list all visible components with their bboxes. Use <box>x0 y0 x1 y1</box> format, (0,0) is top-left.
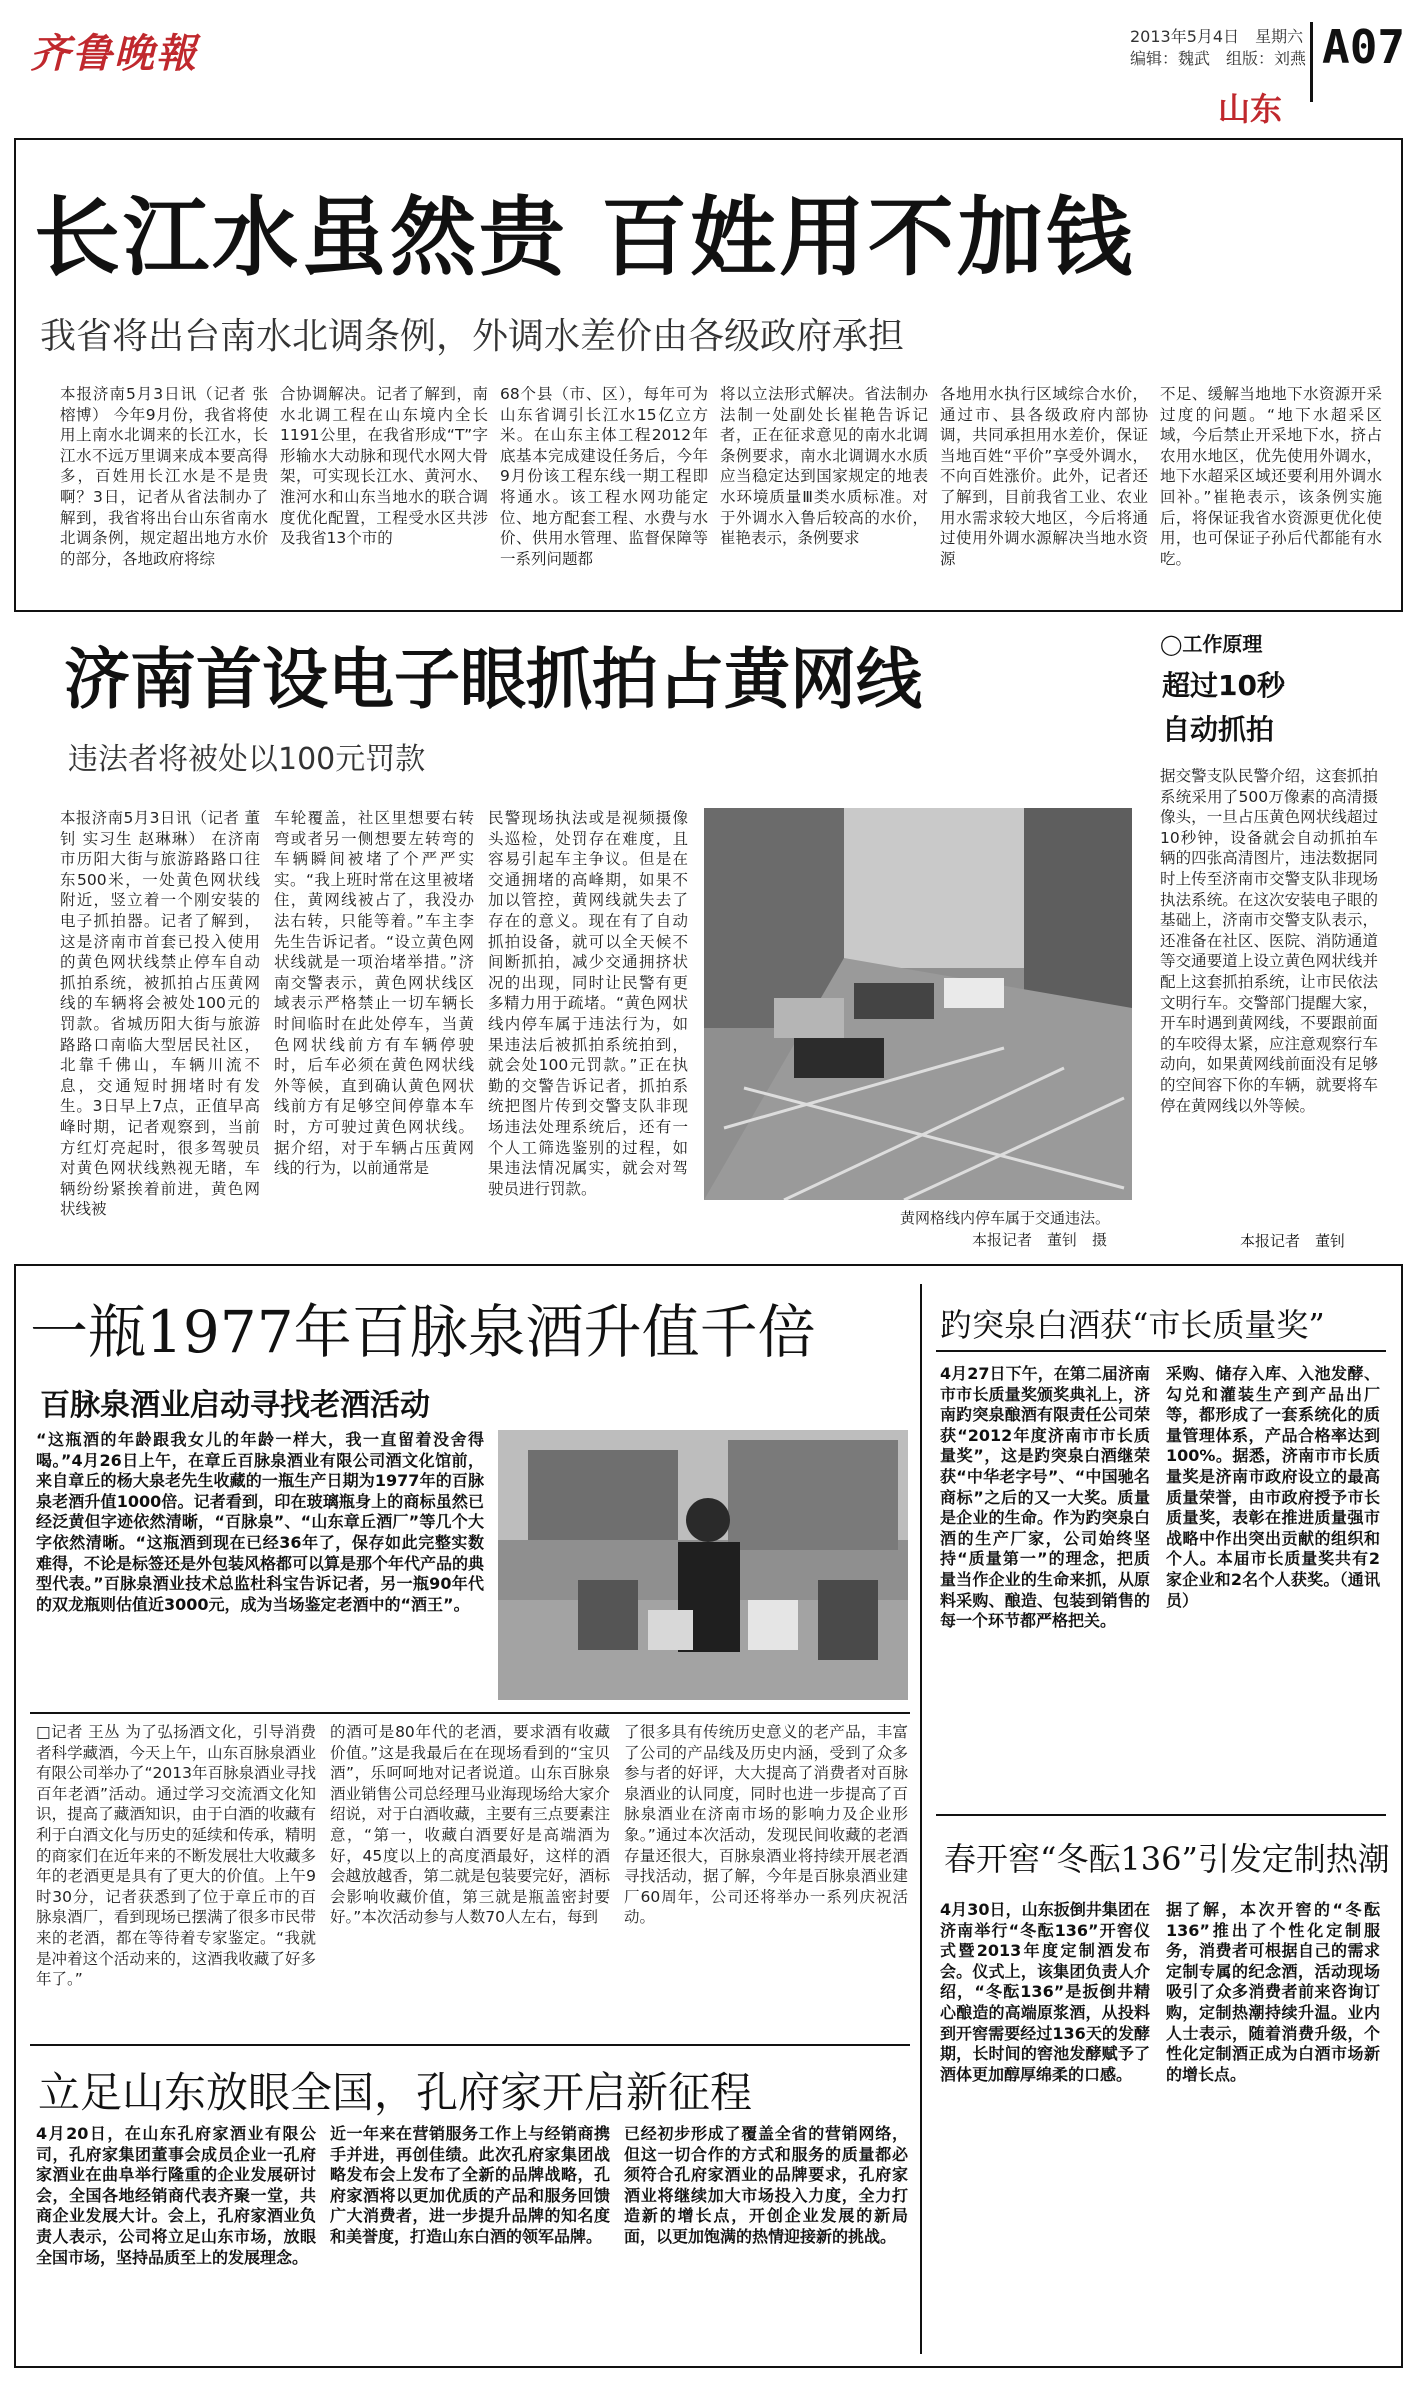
article-liquor-lead: “这瓶酒的年龄跟我女儿的年龄一样大，我一直留着没舍得喝。”4月26日上午，在章丘百脉泉酒业有限公司酒文化馆前，来自章丘的杨大泉老先生收藏的一瓶生产日期为1977年的百脉泉老酒升值1000倍。记者看到，印在玻璃瓶身上的商标虽然已经泛黄但字迹依然清晰，“百脉泉”、“山东章丘酒厂”等几个大字依然清晰。“这瓶酒到现在已经36年了，保存如此完整实数难得，不论是标签还是外包装风格都可以算是那个年代产品的典型代表。”百脉泉酒业技术总监杜科宝告诉记者，另一瓶90年代的双龙瓶则估值近3000元，成为当场鉴定老酒中的“酒王”。 <box>36 1430 484 1614</box>
camera-side-title-2: 自动抓拍 <box>1162 713 1275 746</box>
article-liquor-headline: 一瓶1977年百脉泉酒升值千倍 <box>30 1298 816 1366</box>
article-water-col-1: 本报济南5月3日讯（记者 张榕博） 今年9月份，我省将使用上南水北调来的长江水，长江水不远万里调来成本要高得多，百姓用长江水是不是贵啊？3日，记者从省法制办了解到，我省将出台山东省南水北调条例，规定超出地方水价的部分，各地政府将综 <box>60 385 268 568</box>
article-kongfujia-col-1: 4月20日，在山东孔府家酒业有限公司，孔府家集团董事会成员企业一孔府家酒业在曲阜举行隆重的企业发展研讨会，全国各地经销商代表齐聚一堂，共商企业发展大计。会上，孔府家酒业负责人表示，公司将立足山东市场，放眼全国市场，坚持品质至上的发展理念。 <box>36 2124 316 2267</box>
camera-side-title-1: 超过10秒 <box>1162 669 1285 702</box>
traffic-photo-art <box>704 808 1132 1200</box>
masthead-logo: 齐鲁晚報 <box>30 30 198 77</box>
article-water-col-4: 将以立法形式解决。省法制办法制一处副处长崔艳告诉记者，正在征求意见的南水北调条例要求，南水北调调水水质应当稳定达到国家规定的地表水环境质量Ⅲ类水质标准。对于外调水入鲁后较高的水价，崔艳表示，条例要求 <box>720 385 928 548</box>
article-baotu-headline: 趵突泉白酒获“市长质量奖” <box>940 1306 1325 1344</box>
section-divider-vertical <box>920 1284 922 2354</box>
masthead-divider <box>1310 22 1313 102</box>
article-camera-col-2: 车轮覆盖，社区里想要右转弯或者另一侧想要左转弯的车辆瞬间被堵了个严严实实。“我上班时常在这里被堵住，黄网线被占了，我没办法右转，只能等着。”车主李先生告诉记者。“设立黄色网状线就是一项治堵举措。”济南交警表示，黄色网状线区域表示严格禁止一切车辆长时间临时在此处停车，当黄色网状线前方有车辆停驶时，后车必须在黄色网状线外等候，直到确认黄色网状线前方有足够空间停靠本车时，方可驶过黄色网状线。据介绍，对于车辆占压黄网线的行为，以前通常是 <box>274 809 474 1178</box>
article-baotu-underline <box>936 1350 1386 1352</box>
traffic-photo-caption: 黄网格线内停车属于交通违法。 <box>900 1209 1111 1227</box>
camera-side-label: ◯工作原理 <box>1160 632 1263 656</box>
liquor-event-photo <box>498 1430 908 1700</box>
article-water-col-5: 各地用水执行区域综合水价，通过市、县各级政府内部协调，共同承担用水差价，保证当地百姓“平价”享受外调水，不向百姓涨价。此外，记者还了解到，目前我省工业、农业用水需求较大地区，今后将通过使用外调水源解决当地水资源 <box>940 385 1148 568</box>
article-liquor-col-3: 了很多具有传统历史意义的老产品，丰富了公司的产品线及历史内涵，受到了众多参与者的好评，大大提高了消费者对百脉泉酒业的认同度，同时也进一步提高了百脉泉酒业在济南市场的影响力及企业形象。”通过本次活动，发现民间收藏的老酒存量还很大，百脉泉酒业将持续开展老酒寻找活动，据了解，今年是百脉泉酒业建厂60周年，公司还将举办一系列庆祝活动。 <box>624 1723 908 1927</box>
article-camera-col-1: 本报济南5月3日讯（记者 董钊 实习生 赵琳琳） 在济南市历阳大街与旅游路路口往东500米，一处黄色网状线附近，竖立着一个刚安装的电子抓拍器。记者了解到，这是济南市首套已投入使用的黄色网状线禁止停车自动抓拍系统，被抓拍占压黄网线的车辆将会被处100元的罚款。省城历阳大街与旅游路路口南临大型居民社区，北靠千佛山，车辆川流不息，交通短时拥堵时有发生。3日早上7点，正值早高峰时期，记者观察到，当前方红灯亮起时，很多驾驶员对黄色网状线熟视无睹，车辆纷纷紧挨着前进，黄色网状线被 <box>60 809 260 1219</box>
article-water-col-6: 不足、缓解当地地下水资源开采过度的问题。“地下水超采区域，今后禁止开采地下水，挤占农用水地区，优先使用外调水，地下水超采区域还要利用外调水回补。”崔艳表示，该条例实施后，将保证我省水资源更优化使用，也可保证子孙后代都能有水吃。 <box>1160 385 1382 568</box>
article-dongyun-headline: 春开窖“冬酝136”引发定制热潮 <box>944 1840 1390 1878</box>
article-baotu-col-1: 4月27日下午，在第二届济南市市长质量奖颁奖典礼上，济南趵突泉酿酒有限责任公司荣获“2012年度济南市市长质量奖”，这是趵突泉白酒继荣获“中华老字号”、“中国驰名商标”之后的又一大奖。质量是企业的生命。作为趵突泉白酒的生产厂家，公司始终坚持“质量第一”的理念，把质量当作企业的生命来抓，从原料采购、酿造、包装到销售的每一个环节都严格把关。 <box>940 1364 1150 1631</box>
traffic-photo <box>704 808 1132 1200</box>
article-dongyun-col-1: 4月30日，山东扳倒井集团在济南举行“冬酝136”开窖仪式暨2013年度定制酒发布会。仪式上，该集团负责人介绍，“冬酝136”是扳倒井精心酿造的高端原浆酒，从投料到开窖需要经过136天的发酵期，长时间的窖池发酵赋予了酒体更加醇厚绵柔的口感。 <box>940 1900 1150 2084</box>
article-liquor-col-2: 的酒可是80年代的老酒，要求酒有收藏价值。”这是我最后在在现场看到的“宝贝酒”，乐呵呵地对记者说道。山东百脉泉酒业销售公司总经理马业海现场给大家介绍说，对于白酒收藏，主要有三点要素注意，“第一，收藏白酒要好是高端酒为好，45度以上的高度酒最好，这样的酒会越放越香，第二就是包装要完好，酒标会影响收藏价值，第三就是瓶盖密封要好。”本次活动参与人数70人左右，每到 <box>330 1723 610 1927</box>
section-divider-1 <box>30 1712 910 1714</box>
section-name: 山东 <box>1218 90 1283 128</box>
article-water-headline: 长江水虽然贵 百姓用不加钱 <box>34 188 1135 288</box>
liquor-event-photo-art <box>498 1430 908 1700</box>
article-water-col-2: 合协调解决。记者了解到，南水北调工程在山东境内全长1191公里，在我省形成“T”字形输水大动脉和现代水网大骨架，可实现长江水、黄河水、淮河水和山东当地水的联合调度优化配置，工程受水区共涉及我省13个市的 <box>280 385 488 548</box>
article-water-subhead: 我省将出台南水北调条例，外调水差价由各级政府承担 <box>40 316 905 357</box>
article-camera-byline: 本报记者 董钊 <box>1240 1232 1346 1250</box>
article-liquor-subhead: 百脉泉酒业启动寻找老酒活动 <box>40 1388 430 1423</box>
section-divider-3 <box>30 2044 910 2046</box>
article-camera-col-3: 民警现场执法或是视频摄像头巡检，处罚存在难度，且容易引起车主争议。但是在交通拥堵的高峰期，如果不加以管控，黄网线就失去了存在的意义。现在有了自动抓拍设备，就可以全天候不间断抓拍，减少交通拥挤状况的出现，同时让民警有更多精力用于疏堵。“黄色网状线内停车属于违法行为，如果违法后被抓拍系统拍到，就会处100元罚款。”正在执勤的交警告诉记者，抓拍系统把图片传到交警支队非现场违法处理系统后，还有一个人工筛选鉴别的过程，如果违法情况属实，就会对驾驶员进行罚款。 <box>488 809 688 1198</box>
editors-credit: 编辑：魏武 组版：刘燕 <box>1130 49 1307 68</box>
dateline <box>1130 26 1306 70</box>
article-kongfujia-headline: 立足山东放眼全国，孔府家开启新征程 <box>38 2068 753 2117</box>
article-liquor-col-1: □记者 王丛 为了弘扬酒文化，引导消费者科学藏酒，今天上午，山东百脉泉酒业有限公司举办了“2013年百脉泉酒业寻找百年老酒”活动。通过学习交流酒文化知识，提高了藏酒知识，由于白酒的收藏有利于白酒文化与历史的延续和传承，精明的商家们在近年来的不断发展壮大收藏多年的老酒更是具有了更大的价值。上午9时30分，记者获悉到了位于章丘市的百脉泉酒厂，看到现场已摆满了很多市民带来的老酒，都在等待着专家鉴定。“我就是冲着这个活动来的，这酒我收藏了好多年了。” <box>36 1723 316 1989</box>
issue-date: 2013年5月4日 星期六 <box>1130 27 1304 46</box>
article-dongyun-col-2: 据了解，本次开窖的“冬酝136”推出了个性化定制服务，消费者可根据自己的需求定制专属的纪念酒，活动现场吸引了众多消费者前来咨询订购，定制热潮持续升温。业内人士表示，随着消费升级，个性化定制酒正成为白酒市场新的增长点。 <box>1166 1900 1380 2084</box>
traffic-photo-credit: 本报记者 董钊 摄 <box>972 1231 1108 1249</box>
section-divider-2 <box>936 1814 1386 1816</box>
article-kongfujia-col-2: 近一年来在营销服务工作上与经销商携手并进，再创佳绩。此次孔府家集团战略发布会上发布了全新的品牌战略，孔府家酒将以更加优质的产品和服务回馈广大消费者，进一步提升品牌的知名度和美誉度，打造山东白酒的领军品牌。 <box>330 2124 610 2246</box>
article-baotu-col-2: 采购、储存入库、入池发酵、勾兑和灌装生产到产品出厂等，都形成了一套系统化的质量管理体系，产品合格率达到100%。据悉，济南市市长质量奖是济南市政府设立的最高质量荣誉，由市政府授予市长质量奖，表彰在推进质量强市战略中作出突出贡献的组织和个人。本届市长质量奖共有2家企业和2名个人获奖。（通讯员） <box>1166 1364 1380 1610</box>
article-water-col-3: 68个县（市、区），每年可为山东省调引长江水15亿立方米。在山东主体工程2012年底基本完成建设任务后，今年9月份该工程东线一期工程即将通水。该工程水网功能定位、地方配套工程、水费与水价、供用水管理、监督保障等一系列问题都 <box>500 385 708 568</box>
page-number: A07 <box>1322 20 1406 74</box>
article-kongfujia-col-3: 已经初步形成了覆盖全省的营销网络，但这一切合作的方式和服务的质量都必须符合孔府家酒业的品牌要求，孔府家酒业将继续加大市场投入力度，全力打造新的增长点，开创企业发展的新局面，以更加饱满的热情迎接新的挑战。 <box>624 2124 908 2246</box>
article-camera-col-4: 据交警支队民警介绍，这套抓拍系统采用了500万像素的高清摄像头，一旦占压黄色网状线超过10秒钟，设备就会自动抓拍车辆的四张高清图片，违法数据同时上传至济南市交警支队非现场执法系统。在这次安装电子眼的基础上，济南市交警支队表示，还准备在社区、医院、消防通道等交通要道上设立黄色网状线并配上这套抓拍系统，让市民依法文明行车。交警部门提醒大家，开车时遇到黄网线，不要跟前面的车咬得太紧，应注意观察行车动向，如果黄网线前面没有足够的空间容下你的车辆，就要将车停在黄网线以外等候。 <box>1160 767 1378 1115</box>
article-camera-headline: 济南首设电子眼抓拍占黄网线 <box>64 641 922 718</box>
article-camera-subhead: 违法者将被处以100元罚款 <box>68 742 426 777</box>
